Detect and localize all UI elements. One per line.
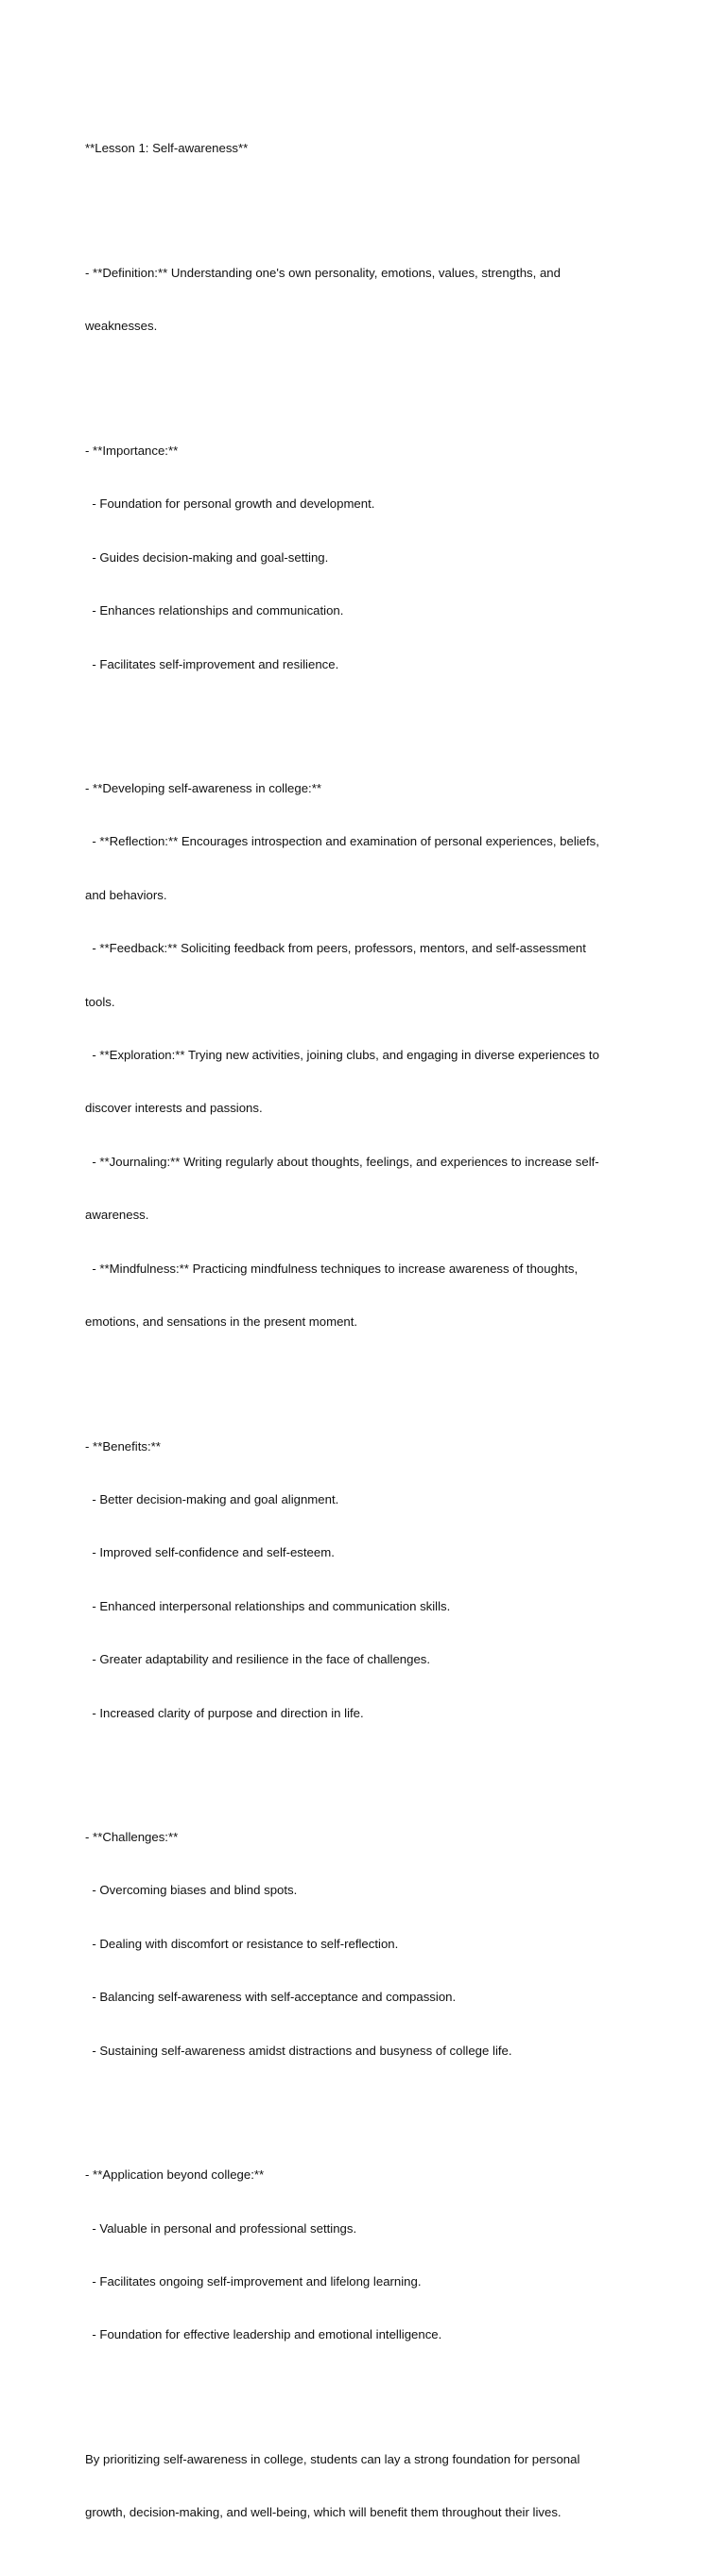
importance-item: - Foundation for personal growth and development. bbox=[85, 496, 375, 512]
benefits-item: - Increased clarity of purpose and direction in life. bbox=[85, 1705, 364, 1720]
definition-line-2: weaknesses. bbox=[85, 319, 158, 334]
importance-item: - Guides decision-making and goal-setting. bbox=[85, 549, 329, 565]
challenges-item: - Dealing with discomfort or resistance to self-reflection. bbox=[85, 1936, 399, 1951]
application-item: - Facilitates ongoing self-improvement and lifelong learning. bbox=[85, 2274, 422, 2289]
feedback-line-2: tools. bbox=[85, 994, 115, 1009]
blank-line bbox=[85, 709, 643, 727]
importance-heading: - **Importance:** bbox=[85, 443, 179, 458]
challenges-item: - Balancing self-awareness with self-acceptance and compassion. bbox=[85, 1990, 457, 2005]
challenges-item: - Overcoming biases and blind spots. bbox=[85, 1883, 298, 1898]
conclusion-line-2: growth, decision-making, and well-being, which will benefit them throughout their lives. bbox=[85, 2505, 562, 2520]
exploration-line-1: - **Exploration:** Trying new activities, joining clubs, and engaging in diverse experiences to bbox=[85, 1048, 599, 1063]
application-item: - Valuable in personal and professional settings. bbox=[85, 2220, 357, 2236]
exploration-line-2: discover interests and passions. bbox=[85, 1101, 263, 1116]
benefits-item: - Improved self-confidence and self-esteem. bbox=[85, 1545, 335, 1560]
application-heading: - **Application beyond college:** bbox=[85, 2167, 265, 2183]
blank-line bbox=[85, 2096, 643, 2114]
mindfulness-line-1: - **Mindfulness:** Practicing mindfulness techniques to increase awareness of thoughts, bbox=[85, 1261, 579, 1276]
mindfulness-line-2: emotions, and sensations in the present moment. bbox=[85, 1314, 358, 1329]
application-item: - Foundation for effective leadership and emotional intelligence. bbox=[85, 2327, 442, 2342]
feedback-line-1: - **Feedback:** Soliciting feedback from peers, professors, mentors, and self-assessment bbox=[85, 941, 586, 956]
blank-line bbox=[85, 2380, 643, 2398]
importance-item: - Facilitates self-improvement and resilience. bbox=[85, 656, 339, 671]
importance-item: - Enhances relationships and communication. bbox=[85, 603, 344, 618]
developing-heading: - **Developing self-awareness in college:** bbox=[85, 781, 321, 796]
lesson-title: **Lesson 1: Self-awareness** bbox=[85, 141, 249, 156]
benefits-item: - Greater adaptability and resilience in the face of challenges. bbox=[85, 1652, 431, 1667]
blank-line bbox=[85, 372, 643, 390]
challenges-item: - Sustaining self-awareness amidst distractions and busyness of college life. bbox=[85, 2043, 512, 2058]
definition-line-1: - **Definition:** Understanding one's own personality, emotions, values, strengths, and bbox=[85, 265, 561, 280]
document-body bbox=[85, 87, 643, 2576]
journaling-line-2: awareness. bbox=[85, 1208, 149, 1223]
benefits-heading: - **Benefits:** bbox=[85, 1438, 161, 1453]
reflection-line-2: and behaviors. bbox=[85, 887, 167, 902]
blank-line bbox=[85, 194, 643, 212]
benefits-item: - Enhanced interpersonal relationships and communication skills. bbox=[85, 1598, 451, 1613]
journaling-line-1: - **Journaling:** Writing regularly about thoughts, feelings, and experiences to increase self- bbox=[85, 1154, 599, 1169]
conclusion-line-1: By prioritizing self-awareness in college, students can lay a strong foundation for personal bbox=[85, 2451, 580, 2466]
reflection-line-1: - **Reflection:** Encourages introspection and examination of personal experiences, beliefs, bbox=[85, 834, 599, 849]
benefits-item: - Better decision-making and goal alignment. bbox=[85, 1491, 339, 1506]
blank-line bbox=[85, 1366, 643, 1384]
blank-line bbox=[85, 1758, 643, 1776]
challenges-heading: - **Challenges:** bbox=[85, 1830, 179, 1845]
